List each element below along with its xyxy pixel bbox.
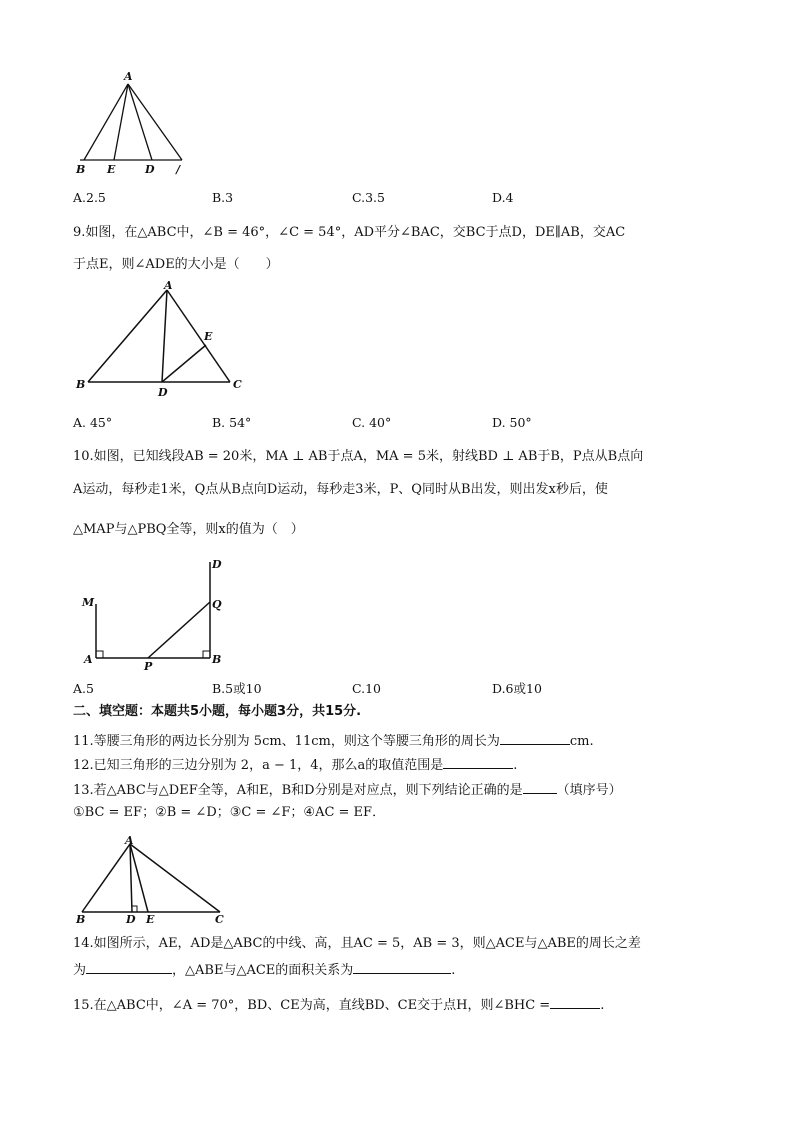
q11-question: 11.等腰三角形的两边长分别为 5cm、11cm，则这个等腰三角形的周长为	[73, 734, 500, 749]
q8-label-e: E	[107, 163, 116, 176]
q13-line-1	[73, 780, 622, 800]
q9-label-e: E	[204, 330, 213, 343]
q13-hint: （填序号）	[556, 783, 622, 798]
q15-answer-blank[interactable]	[550, 995, 600, 1009]
q13-line-2: ①BC = EF；②B = ∠D；③C = ∠F；④AC = EF．	[73, 805, 386, 820]
q12-end: .	[513, 758, 518, 773]
q14-answer-blank-1[interactable]	[86, 960, 172, 974]
q10-figure	[76, 556, 236, 672]
q10-option-c: C.10	[352, 681, 381, 696]
q9-label-c: C	[233, 378, 242, 391]
q13-label-b: B	[76, 913, 86, 926]
q8-label-d: D	[145, 163, 155, 176]
q9-line-1: 9.如图，在△ABC中，∠B = 46°，∠C = 54°，AD平分∠BAC，交BC于点D，DE∥AB，交AC	[73, 225, 626, 240]
q14-answer-blank-2[interactable]	[353, 960, 451, 974]
q12-question: 12.已知三角形的三边分别为 2，a − 1，4，那么a的取值范围是	[73, 758, 444, 773]
section-2-heading: 二、填空题：本题共5小题，每小题3分，共15分.	[73, 704, 362, 719]
q10-line-2: A运动，每秒走1米，Q点从B点向D运动，每秒走3米，P、Q同时从B出发，则出发x秒后，使	[73, 482, 608, 497]
q13-answer-blank[interactable]	[523, 780, 557, 794]
q10-label-d: D	[212, 558, 222, 571]
q13-label-c: C	[215, 913, 224, 926]
q12-text	[73, 755, 517, 775]
q13-label-d: D	[126, 913, 136, 926]
q10-option-d: D.6或10	[492, 681, 542, 696]
q10-line-1: 10.如图，已知线段AB = 20米，MA ⊥ AB于点A，MA = 5米，射线BD ⊥ AB于B，P点从B点向	[73, 449, 644, 464]
q10-label-m: M	[82, 596, 95, 609]
q9-option-c: C. 40°	[352, 415, 392, 430]
q9-option-b: B. 54°	[212, 415, 252, 430]
q8-option-a: A.2.5	[73, 190, 106, 205]
q11-answer-blank[interactable]	[500, 731, 570, 745]
q9-figure	[70, 280, 260, 402]
q9-label-b: B	[76, 378, 86, 391]
q8-option-d: D.4	[492, 190, 514, 205]
q10-option-a: A.5	[73, 681, 94, 696]
q9-line-2: 于点E，则∠ADE的大小是（ ）	[73, 257, 279, 272]
q11-unit: cm.	[569, 734, 594, 749]
q14-line-1: 14.如图所示，AE，AD是△ABC的中线、高，且AC = 5，AB = 3，则△ACE与△ABE的周长之差	[73, 936, 641, 951]
q15-end: .	[600, 998, 605, 1013]
q9-option-a: A. 45°	[73, 415, 113, 430]
q10-option-b: B.5或10	[212, 681, 262, 696]
q9-label-d: D	[158, 386, 168, 399]
q10-label-p: P	[144, 660, 153, 673]
q12-answer-blank[interactable]	[443, 755, 513, 769]
q8-option-c: C.3.5	[352, 190, 385, 205]
q8-label-b: B	[76, 163, 86, 176]
q10-label-a: A	[84, 653, 93, 666]
q13-label-a: A	[125, 834, 134, 847]
q15-text	[73, 995, 604, 1015]
q8-option-b: B.3	[212, 190, 234, 205]
q13-label-e: E	[146, 913, 155, 926]
q8-label-a: A	[124, 70, 133, 83]
q8-label-slash: /	[176, 163, 181, 176]
q14-line-2	[73, 960, 455, 980]
q10-line-3: △MAP与△PBQ全等，则x的值为（ ）	[73, 522, 304, 537]
q15-question: 15.在△ABC中，∠A = 70°，BD、CE为高，直线BD、CE交于点H，则∠BHC =	[73, 998, 551, 1013]
q10-label-b: B	[212, 653, 222, 666]
q13-question: 13.若△ABC与△DEF全等，A和E，B和D分别是对应点，则下列结论正确的是	[73, 783, 523, 798]
q13-figure	[70, 830, 240, 928]
q9-label-a: A	[164, 279, 173, 292]
q14-end: .	[451, 963, 456, 978]
q10-label-q: Q	[212, 598, 222, 611]
q14-prefix: 为	[73, 963, 87, 978]
q9-option-d: D. 50°	[492, 415, 532, 430]
q14-middle: ，△ABE与△ACE的面积关系为	[172, 963, 354, 978]
q8-figure	[70, 70, 200, 178]
q11-text	[73, 731, 594, 751]
